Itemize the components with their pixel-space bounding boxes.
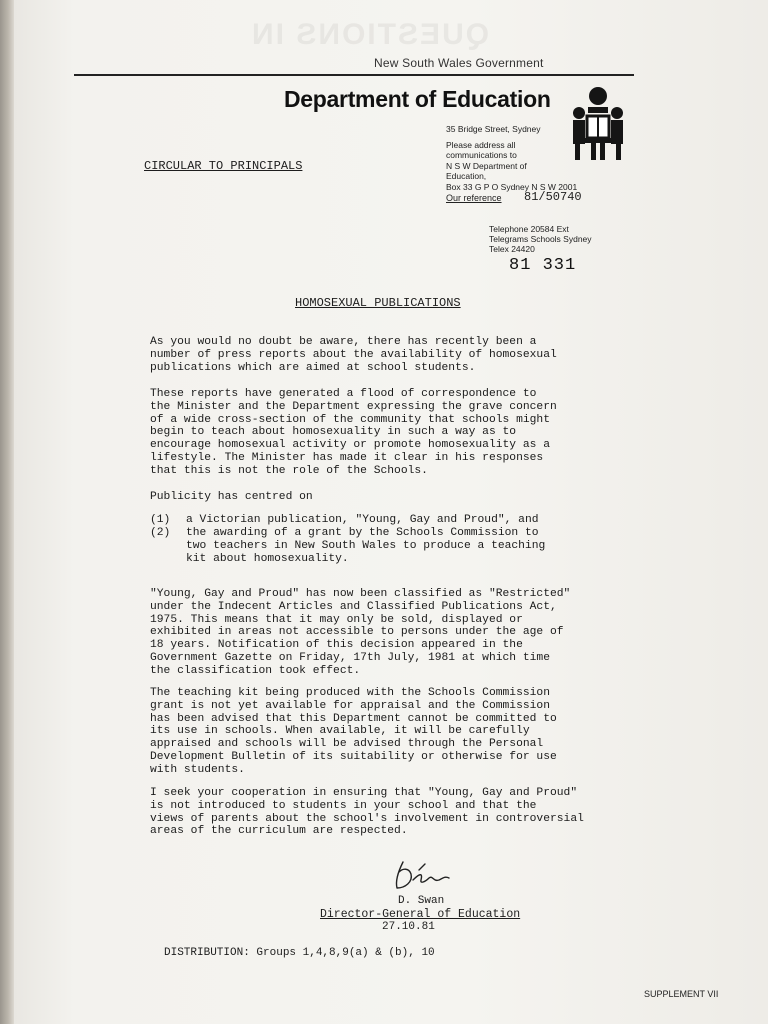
file-stamp-number: 81 331: [509, 256, 577, 275]
address-line: 35 Bridge Street, Sydney: [446, 124, 541, 134]
address-line: N S W Department of: [446, 160, 527, 171]
government-name: New South Wales Government: [374, 56, 544, 70]
paragraph-awareness: [150, 336, 710, 374]
our-reference-label: Our reference: [446, 193, 502, 203]
text-line: the classification took effect.: [150, 664, 361, 677]
list-number: (2): [150, 527, 171, 539]
paragraph-cooperation: [150, 787, 710, 838]
text-line: views of parents about the school's involvement in controversial: [150, 812, 584, 825]
contact-line: Telegrams Schools Sydney: [489, 234, 592, 244]
text-line: of a wide cross-section of the community that schools might: [150, 413, 550, 426]
text-line: grant is not yet available for appraisal and the Commission: [150, 699, 550, 712]
supplement-label: SUPPLEMENT VII: [644, 989, 719, 999]
paragraph-classification: [150, 588, 710, 678]
address-line: Education,: [446, 171, 487, 181]
list-number: (1): [150, 514, 171, 526]
department-address: [446, 124, 626, 192]
text-line: lifestyle. The Minister has made it clear in his responses: [150, 451, 544, 464]
text-line: has been advised that this Department cannot be committed to: [150, 712, 557, 725]
text-line: kit about homosexuality.: [186, 552, 349, 565]
text-line: with students.: [150, 763, 245, 776]
signature-date: 27.10.81: [382, 921, 435, 933]
text-line: appraised and schools will be advised through the Personal: [150, 738, 544, 751]
distribution-list: DISTRIBUTION: Groups 1,4,8,9(a) & (b), 10: [164, 947, 435, 959]
text-line: As you would no doubt be aware, there has recently been a: [150, 336, 537, 348]
text-line: The teaching kit being produced with the Schools Commission: [150, 687, 550, 699]
text-line: the Minister and the Department expressing the grave concern: [150, 400, 557, 413]
text-line: its use in schools. When available, it will be carefully: [150, 725, 530, 738]
text-line: begin to teach about homosexuality in such a way as to: [150, 426, 517, 439]
paragraph-correspondence: [150, 388, 710, 478]
handwritten-signature: [389, 858, 459, 894]
text-line: two teachers in New South Wales to produce a teaching: [186, 539, 546, 552]
text-line: These reports have generated a flood of correspondence to: [150, 388, 537, 400]
circular-heading: CIRCULAR TO PRINCIPALS: [144, 159, 303, 173]
publicity-intro: Publicity has centred on: [150, 491, 313, 503]
text-line: 1975. This means that it may only be sold, displayed or: [150, 613, 523, 626]
text-line: Government Gazette on Friday, 17th July, 1981 at which time: [150, 651, 550, 664]
text-line: the awarding of a grant by the Schools Commission to: [186, 527, 539, 539]
department-name: Department of Education: [284, 86, 551, 112]
page-edge-shadow: [0, 0, 14, 1024]
contact-line: Telephone 20584 Ext: [489, 224, 569, 234]
document-page: [14, 0, 768, 1024]
signatory-title: Director-General of Education: [320, 908, 521, 921]
text-line: areas of the curriculum are respected.: [150, 825, 408, 838]
text-line: 18 years. Notification of this decision appeared in the: [150, 639, 523, 652]
text-line: publications which are aimed at school students.: [150, 361, 476, 374]
address-line: communications to: [446, 150, 517, 160]
letterhead-rule: [74, 74, 634, 76]
list-text: a Victorian publication, "Young, Gay and Proud", and: [186, 514, 539, 526]
text-line: under the Indecent Articles and Classified Publications Act,: [150, 600, 557, 613]
list-text: [186, 527, 646, 565]
our-reference-number: 81/50740: [524, 190, 582, 204]
bleed-through-text: QUESTIONS IN: [250, 18, 490, 51]
text-line: encourage homosexual activity or promote homosexuality as a: [150, 439, 550, 452]
contact-line: Telex 24420: [489, 244, 535, 254]
address-line: Box 33 G P O Sydney N S W 2001: [446, 181, 578, 192]
text-line: exhibited in areas not accessible to persons under the age of: [150, 626, 564, 639]
address-line: Please address all: [446, 139, 516, 150]
text-line: number of press reports about the availability of homosexual: [150, 348, 557, 361]
text-line: is not introduced to students in your school and that the: [150, 799, 537, 812]
text-line: that this is not the role of the Schools.: [150, 464, 428, 477]
paragraph-teaching-kit: [150, 687, 710, 777]
contact-details: [489, 224, 659, 254]
letter-title: HOMOSEXUAL PUBLICATIONS: [295, 296, 461, 310]
signatory-name: D. Swan: [398, 895, 445, 907]
text-line: Development Bulletin of its suitability or otherwise for use: [150, 750, 557, 763]
text-line: I seek your cooperation in ensuring that "Young, Gay and Proud": [150, 787, 578, 799]
text-line: "Young, Gay and Proud" has now been classified as "Restricted": [150, 588, 571, 600]
